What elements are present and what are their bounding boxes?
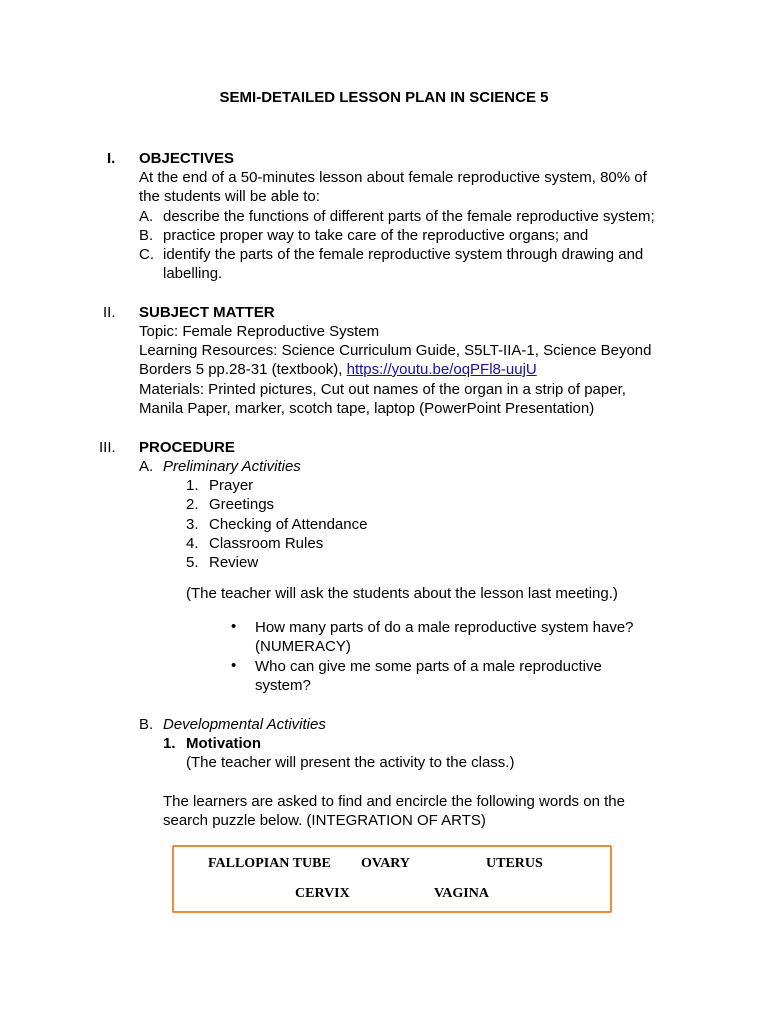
list-number: 3. [186, 516, 199, 533]
subsection-label-preliminary: Preliminary Activities [163, 458, 301, 475]
objective-letter: C. [139, 246, 154, 263]
objective-letter: A. [139, 208, 154, 225]
review-note: (The teacher will ask the students about the lesson last meeting.) [186, 585, 618, 602]
list-item: Classroom Rules [209, 535, 324, 552]
question-line1: How many parts of do a male reproductive system have? [255, 619, 634, 636]
page-title: SEMI-DETAILED LESSON PLAN IN SCIENCE 5 [219, 89, 549, 106]
motivation-note: (The teacher will present the activity to the class.) [186, 754, 515, 771]
instruction-line2: search puzzle below. (INTEGRATION OF ARTS) [163, 812, 486, 829]
objective-text-continued: labelling. [163, 265, 223, 282]
motivation-number: 1. [163, 735, 176, 752]
objective-text: identify the parts of the female reproductive system through drawing and [163, 246, 644, 263]
objective-text: practice proper way to take care of the reproductive organs; and [163, 227, 589, 244]
list-item: Checking of Attendance [209, 516, 368, 533]
subsection-label-developmental: Developmental Activities [163, 716, 326, 733]
list-number: 2. [186, 496, 199, 513]
section-heading-objectives: OBJECTIVES [139, 150, 235, 167]
word-uterus: UTERUS [486, 856, 543, 871]
section-heading-subject-matter: SUBJECT MATTER [139, 304, 275, 321]
section-numeral-subject-matter: II. [103, 304, 116, 321]
resources-line1: Learning Resources: Science Curriculum Guide, S5LT-IIA-1, Science Beyond [139, 342, 652, 359]
word-fallopian-tube: FALLOPIAN TUBE [208, 856, 331, 871]
objective-letter: B. [139, 227, 154, 244]
section-numeral-procedure: III. [99, 439, 116, 456]
subsection-letter: A. [139, 458, 154, 475]
objective-text: describe the functions of different parts of the female reproductive system; [163, 208, 655, 225]
list-item: Prayer [209, 477, 254, 494]
word-vagina: VAGINA [434, 886, 489, 901]
subsection-letter: B. [139, 716, 154, 733]
materials-line1: Materials: Printed pictures, Cut out names of the organ in a strip of paper, [139, 381, 626, 398]
list-number: 4. [186, 535, 199, 552]
word-ovary: OVARY [361, 856, 411, 871]
bullet-icon: • [231, 618, 237, 635]
section-numeral-objectives: I. [107, 150, 116, 167]
motivation-heading: Motivation [186, 735, 261, 752]
list-item: Greetings [209, 496, 275, 513]
list-number: 1. [186, 477, 199, 494]
resources-line2-text: Borders 5 pp.28-31 (textbook), [139, 361, 347, 378]
objectives-intro-line1: At the end of a 50-minutes lesson about female reproductive system, 80% of [139, 169, 647, 186]
resources-line2 [139, 360, 537, 379]
objectives-intro-line2: the students will be able to: [139, 188, 320, 205]
question-line2: system? [255, 677, 311, 694]
section-heading-procedure: PROCEDURE [139, 439, 235, 456]
instruction-line1: The learners are asked to find and encircle the following words on the [163, 793, 625, 810]
topic-line: Topic: Female Reproductive System [139, 323, 380, 340]
youtube-link[interactable]: https://youtu.be/oqPFl8-uujU [346, 361, 537, 378]
question-line2: (NUMERACY) [255, 638, 351, 655]
list-number: 5. [186, 554, 199, 571]
word-cervix: CERVIX [295, 886, 350, 901]
bullet-icon: • [231, 657, 237, 674]
materials-line2: Manila Paper, marker, scotch tape, laptop (PowerPoint Presentation) [139, 400, 595, 417]
question-line1: Who can give me some parts of a male reproductive [255, 658, 602, 675]
list-item: Review [209, 554, 259, 571]
